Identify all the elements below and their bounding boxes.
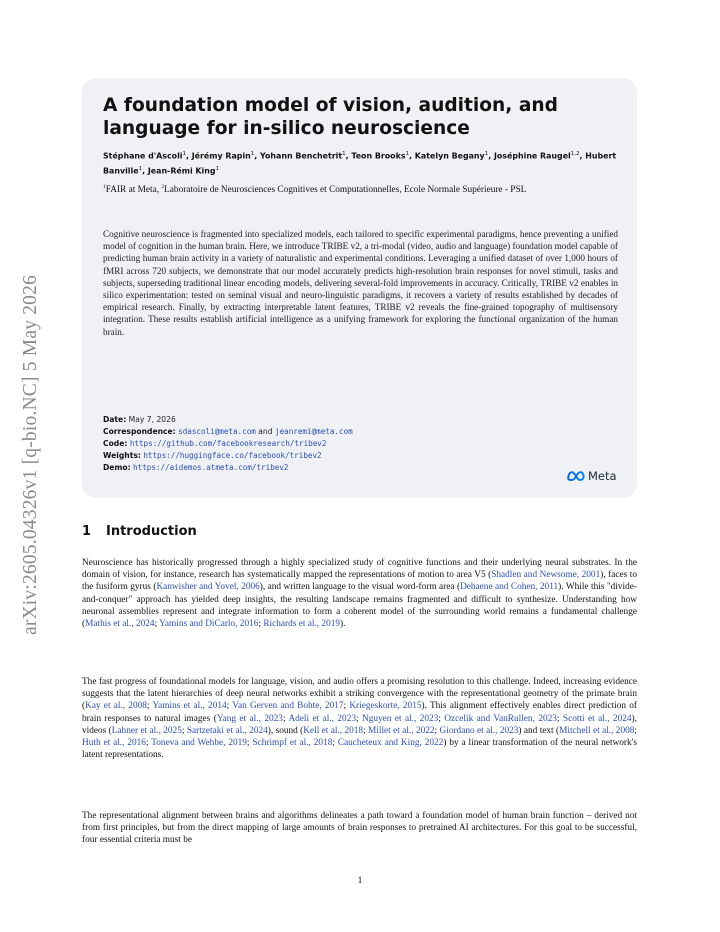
author-name: Hubert Banville	[103, 151, 617, 176]
citation-link[interactable]: Yamins et al., 2014	[152, 701, 227, 712]
paragraph-text: ;	[154, 619, 160, 630]
paragraph-text: ;	[332, 738, 338, 749]
paragraph-text: ;	[181, 725, 187, 736]
paragraph-text: The representational alignment between brains and algorithms delineates a path toward a foundation model of human brain function – derived not from first principles, but from the direct mapping of large amounts of brain responses to pretrained AI architectures. For this goal to be successful, four essential criteria must be	[82, 811, 637, 846]
demo-link[interactable]: https://aidemos.atmeta.com/tribev2	[133, 463, 289, 472]
paragraph-text: ), faces to the fusiform gyrus (	[82, 570, 637, 593]
paragraph-text: ;	[146, 701, 153, 712]
paragraph-1	[82, 557, 637, 630]
citation-link[interactable]: Huth et al., 2016	[82, 738, 146, 749]
citation-link[interactable]: Kanwisher and Yovel, 2006	[156, 582, 260, 593]
code-label: Code:	[103, 439, 128, 448]
meta-infinity-icon	[566, 470, 586, 482]
affiliation-2: Laboratoire de Neurosciences Cognitives et Computationnelles, Ecole Normale Supérieure - PSL	[164, 185, 527, 196]
arxiv-identifier	[14, 245, 48, 665]
code-link[interactable]: https://github.com/facebookresearch/tribev2	[129, 439, 327, 448]
paragraph-text: ).	[340, 619, 346, 630]
citation-link[interactable]: Yamins and DiCarlo, 2016	[159, 619, 259, 630]
affiliation-mark-1: 1	[103, 184, 106, 190]
paragraph-text: ;	[363, 725, 369, 736]
and-text: and	[258, 427, 273, 436]
author-affiliation-mark: 1,2	[570, 151, 580, 157]
paragraph-text: ;	[226, 701, 233, 712]
citation-link[interactable]: Kell et al., 2018	[303, 725, 364, 736]
citation-link[interactable]: Kriegeskorte, 2015	[349, 701, 422, 712]
citation-link[interactable]: Millet et al., 2022	[368, 725, 435, 736]
citation-link[interactable]: Toneva and Wehbe, 2019	[151, 738, 247, 749]
author-list: Stéphane d'Ascoli$^1$, Jérémy Rapin$^1$, Yohann Benchetrit$^1$, Teon Brooks$^1$, Katelyn Begany$^1$, Joséphine Raugel$^{1,2}$, Hubert Banville$^1$, Jean-Rémi King$^1$	[103, 151, 617, 176]
paragraph-text: ), videos (	[82, 713, 637, 736]
citation-link[interactable]: Nguyen et al., 2023	[362, 713, 439, 724]
citation-link[interactable]: Sartzetaki et al., 2024	[186, 725, 268, 736]
citation-link[interactable]: Lahner et al., 2025	[111, 725, 182, 736]
meta-logo	[566, 469, 617, 483]
paragraph-3	[82, 810, 637, 847]
weights-label: Weights:	[103, 451, 141, 460]
paragraph-text: ;	[438, 713, 445, 724]
paragraph-text: ;	[145, 738, 152, 749]
paragraph-text: The fast progress of foundational models for language, vision, and audio offers a promising resolution to this challenge. Indeed, increasing evidence suggests that the latent hierarchies of deep neural networks exhibit a striking convergence with the representational geometry of the primate brain (	[82, 677, 637, 712]
paragraph-text: ;	[356, 713, 362, 724]
date-label: Date:	[103, 415, 127, 424]
citation-link[interactable]: Richards et al., 2019	[263, 619, 341, 630]
author-affiliation-mark: 1	[405, 151, 410, 157]
paragraph-2	[82, 676, 637, 761]
paragraph-text: ;	[258, 619, 264, 630]
author-name: Jean-Rémi King	[147, 166, 216, 176]
paper-metadata	[103, 414, 523, 474]
author-affiliation-mark: 1	[182, 151, 186, 157]
date-row	[103, 414, 523, 426]
email-link-1[interactable]: sdascoli@meta.com	[178, 427, 256, 436]
author-affiliation-mark: 1	[484, 151, 489, 157]
affiliations	[103, 181, 618, 197]
author-name: Yohann Benchetrit	[260, 151, 343, 161]
author-affiliation-mark: 1	[215, 165, 220, 172]
page-number: 1	[357, 876, 363, 886]
citation-link[interactable]: Adeli et al., 2023	[288, 713, 356, 724]
citation-link[interactable]: Yang et al., 2023	[216, 713, 283, 724]
affiliation-mark-2: 2	[161, 184, 165, 190]
section-number: 1	[82, 524, 92, 539]
arxiv-identifier-text: arXiv:2605.04326v1 [q-bio.NC] 5 May 2026	[20, 274, 41, 636]
paragraph-text: ;	[343, 701, 350, 712]
email-link-2[interactable]: jeanremi@meta.com	[275, 427, 353, 436]
author-affiliation-mark: 1	[138, 165, 143, 172]
citation-link[interactable]: Giordano et al., 2023	[439, 725, 519, 736]
author-name: Stéphane d'Ascoli	[103, 151, 183, 161]
weights-row	[103, 450, 523, 462]
paragraph-text: ) and text (	[518, 725, 560, 736]
citation-link[interactable]: Ozcelik and VanRullen, 2023	[444, 713, 557, 724]
demo-label: Demo:	[103, 463, 131, 472]
citation-link[interactable]: Schrimpf et al., 2018	[252, 738, 333, 749]
date-value: May 7, 2026	[128, 415, 176, 424]
author-name: Jérémy Rapin	[191, 151, 251, 161]
paragraph-text: ), and written language to the visual word-form area (	[259, 582, 461, 593]
citation-link[interactable]: Mitchell et al., 2008	[559, 725, 635, 736]
paragraph-text: ;	[556, 713, 563, 724]
demo-row	[103, 462, 523, 474]
section-title: Introduction	[106, 524, 197, 539]
paper-title: A foundation model of vision, audition, and language for in-silico neuroscience	[103, 95, 558, 139]
citation-link[interactable]: Dehaene and Cohen, 2011	[460, 582, 559, 593]
author-name: Katelyn Begany	[414, 151, 485, 161]
citation-link[interactable]: Mathis et al., 2024	[85, 619, 155, 630]
affiliation-1: FAIR at Meta,	[105, 185, 162, 196]
author-name: Teon Brooks	[351, 151, 406, 161]
paragraph-text: ;	[246, 738, 253, 749]
author-affiliation-mark: 1	[342, 151, 346, 157]
paragraph-text: ;	[282, 713, 289, 724]
citation-link[interactable]: Kay et al., 2008	[85, 701, 147, 712]
citation-link[interactable]: Scotti et al., 2024	[562, 713, 632, 724]
correspondence-row	[103, 426, 523, 438]
code-row	[103, 438, 523, 450]
citation-link[interactable]: Shadlen and Newsome, 2001	[491, 570, 601, 581]
paragraph-text: ), sound (	[267, 725, 304, 736]
section-heading	[82, 524, 197, 540]
paragraph-text: ;	[434, 725, 440, 736]
author-affiliation-mark: 1	[250, 151, 255, 157]
paragraph-text: ;	[634, 725, 637, 736]
correspondence-label: Correspondence:	[103, 427, 176, 436]
meta-logo-text: Meta	[588, 469, 617, 483]
citation-link[interactable]: Van Gerven and Bohte, 2017	[232, 701, 344, 712]
abstract: Cognitive neuroscience is fragmented into specialized models, each tailored to specific experimental paradigms, hence preventing a unified model of cognition in the human brain. Here, we introduce TRIBE v2, a tri-modal (video, audio and language) foundation model capable of predicting human brain activity in a variety of naturalistic and experimental conditions. Leveraging a unified dataset of over 1,000 hours of fMRI across 720 subjects, we demonstrate that our model accurately predicts high-resolution brain responses for novel stimuli, tasks and subjects, superseding traditional linear encoding models, delivering several-fold improvements in accuracy. Critically, TRIBE v2 enables in silico experimentation: tested on seminal visual and neuro-linguistic paradigms, it recovers a variety of results established by decades of empirical research. Finally, by extracting interpretable latent features, TRIBE v2 reveals the fine-grained topography of multisensory integration. These results establish artificial intelligence as a unifying framework for exploring the functional organization of the human brain.	[103, 229, 618, 337]
paragraph-text: ) by a linear transformation of the neural network's latent representations.	[82, 738, 637, 761]
paragraph-text: ). This alignment effectively enables direct prediction of brain responses to natural images (	[82, 701, 638, 724]
author-name: Joséphine Raugel	[493, 151, 571, 161]
paragraph-text: ). While this "divide-and-conquer" approach has yielded deep insights, the resulting landscape remains fragmented and difficult to synthesize. Understanding how neuronal assemblies represent and integrate information to form a coherent model of the surrounding world remains a fundamental challenge (	[82, 582, 637, 630]
weights-link[interactable]: https://huggingface.co/facebook/tribev2	[143, 451, 322, 460]
paragraph-text: Neuroscience has historically progressed through a highly specialized study of cognitive functions and their underlying neural substrates. In the domain of vision, for instance, research has systematically mapped the representations of motion to area V5 (	[82, 558, 637, 581]
citation-link[interactable]: Caucheteux and King, 2022	[337, 738, 444, 749]
